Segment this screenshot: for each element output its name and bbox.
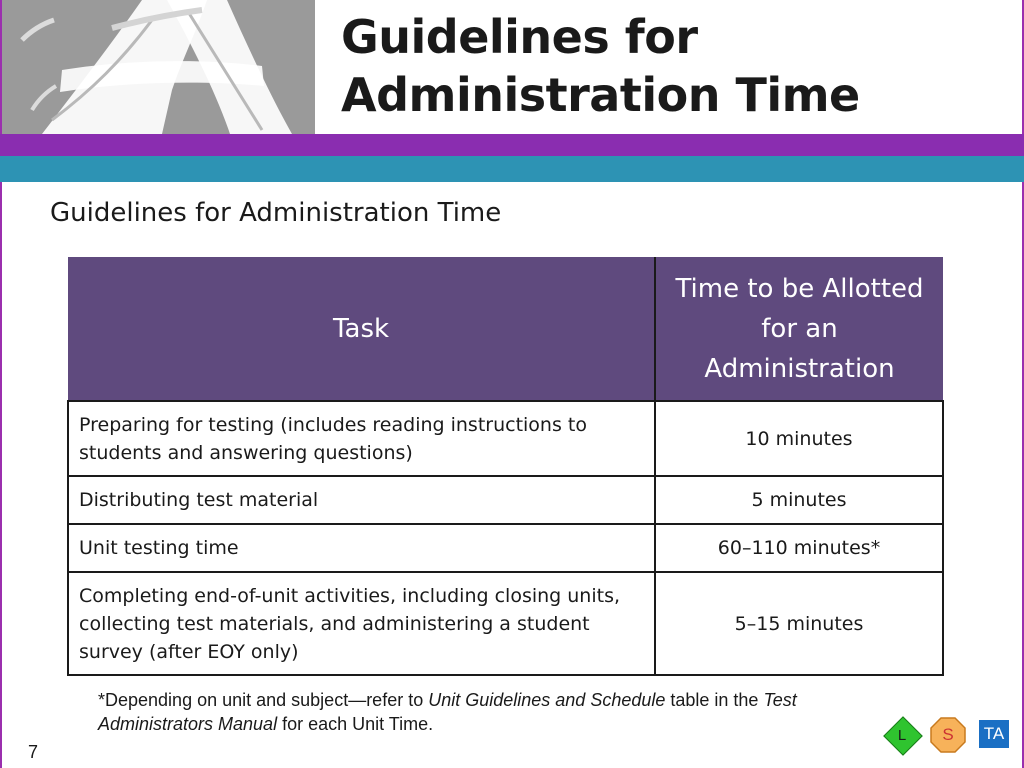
- s-badge-label: S: [942, 725, 954, 744]
- ta-badge-label: TA: [983, 724, 1005, 743]
- time-cell: 60–110 minutes*: [655, 524, 943, 572]
- l-badge: [884, 717, 920, 753]
- section-heading: Guidelines for Administration Time: [50, 198, 502, 228]
- task-cell: Distributing test material: [68, 476, 655, 524]
- task-cell: Preparing for testing (includes reading instructions to students and answering questions): [68, 401, 655, 476]
- page-title: [341, 8, 860, 124]
- footnote: [98, 688, 898, 736]
- footnote-italic-1: Unit Guidelines and Schedule: [428, 690, 666, 710]
- time-cell: 5–15 minutes: [655, 572, 943, 675]
- table-row: [68, 476, 943, 524]
- footnote-text-3: for each Unit Time.: [277, 714, 434, 734]
- footnote-italic-2: Test Administrators Manual: [98, 690, 797, 734]
- s-badge: [929, 716, 967, 754]
- logo: [2, 0, 315, 134]
- table-row: [68, 524, 943, 572]
- guidelines-table: [67, 257, 944, 676]
- title-line-2: Administration Time: [341, 68, 860, 122]
- ta-badge: [979, 720, 1009, 748]
- l-badge-label: L: [897, 726, 907, 744]
- header-bar-teal: [0, 156, 1024, 182]
- page-number: 7: [28, 742, 39, 762]
- table-row: [68, 401, 943, 476]
- table-row: [68, 572, 943, 675]
- title-line-1: Guidelines for: [341, 10, 698, 64]
- time-cell: 10 minutes: [655, 401, 943, 476]
- footnote-text-2: table in the: [665, 690, 764, 710]
- brush-stroke-a-logo-icon: [2, 0, 315, 134]
- task-cell: Unit testing time: [68, 524, 655, 572]
- column-header-time: Time to be Allotted for an Administration: [655, 257, 943, 401]
- footnote-text-1: *Depending on unit and subject—refer to: [98, 690, 429, 710]
- time-cell: 5 minutes: [655, 476, 943, 524]
- column-header-task: Task: [68, 257, 655, 401]
- task-cell: Completing end-of-unit activities, including closing units, collecting test materials, and administering a student survey (after EOY only): [68, 572, 655, 675]
- table-header-row: [68, 257, 943, 401]
- header-bar-purple: [0, 134, 1024, 156]
